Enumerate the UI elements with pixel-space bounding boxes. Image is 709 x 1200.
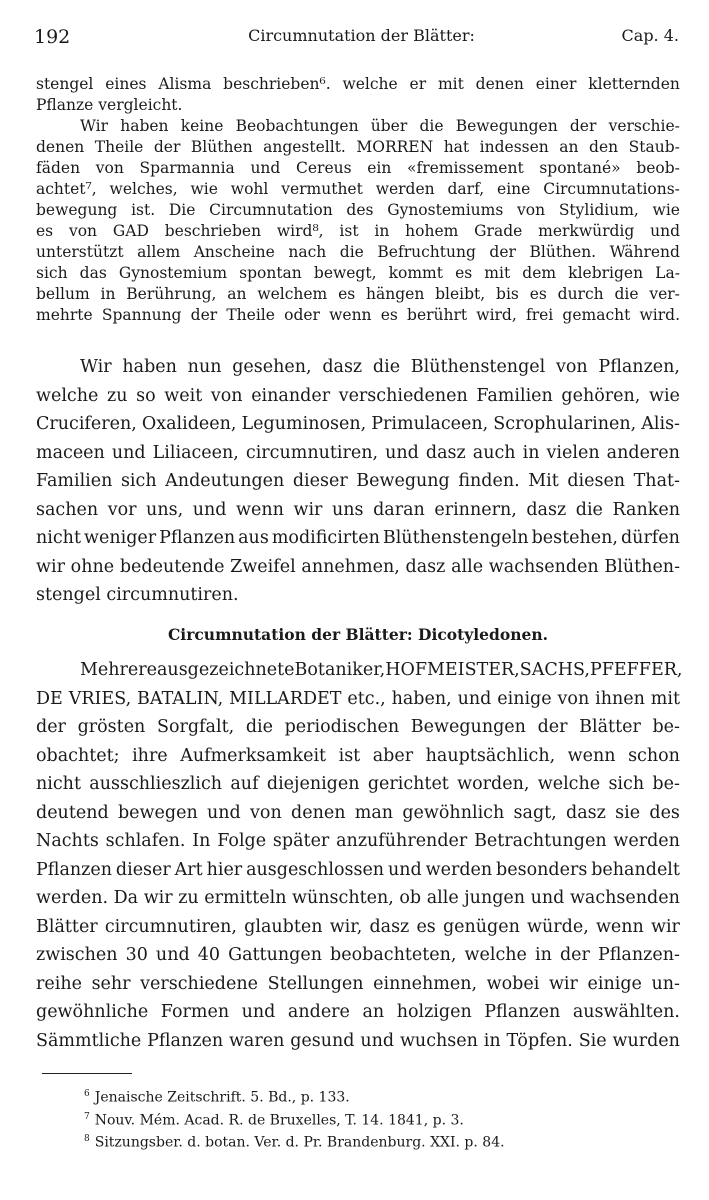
text-line: obachtet; ihre Aufmerksamkeit ist aber hauptsächlich, wenn schon [36,745,680,766]
text-line: sich das Gynostemium spontan bewegt, kommt es mit dem klebrigen La- [36,264,680,282]
footnote-rule [42,1073,132,1074]
text-line: Nachts schlafen. In Folge später anzuführender Betrachtungen werden [36,831,680,851]
text-line: maceen und Liliaceen, circumnutiren, und dasz auch in vielen anderen [36,442,680,463]
footnote-text: Jenaische Zeitschrift. 5. Bd., p. 133. [94,1089,350,1106]
paragraph-summary [36,353,680,610]
text-line: Pflanze vergleicht. [36,96,183,114]
paragraph-leaves [36,656,683,1055]
page-number: 192 [34,26,71,48]
text-line: Sämmtliche Pflanzen waren gesund und wuchsen in Töpfen. Sie wurden [36,1030,680,1051]
text-line: stengel circumnutiren. [36,585,239,605]
text-line: deutend bewegen und von denen man gewöhnlich sagt, dasz sie des [36,802,680,823]
text-line: zwischen 30 und 40 Gattungen beobachteten, welche in der Pflanzen- [36,945,680,965]
text-line: Blätter circumnutiren, glaubten wir, dasz es genügen würde, wenn wir [36,916,680,937]
text-line: Mehrere ausgezeichnete Botaniker, HOFMEISTER, SACHS, PFEFFER, [80,660,683,680]
text-line: welche zu so weit von einander verschiedenen Familien gehören, wie [36,385,680,406]
text-line: bellum in Berührung, an welchem es hängen bleibt, bis es durch die ver- [36,285,680,303]
text-line: DE VRIES, BATALIN, MILLARDET etc., haben, und einige von ihnen mit [36,688,680,709]
text-line: nicht ausschlieszlich auf diejenigen gerichtet worden, welche sich be- [36,774,680,794]
footnote [84,1108,505,1131]
text-line: der grösten Sorgfalt, die periodischen Bewegungen der Blätter be- [36,717,680,737]
text-line: Wir haben nun gesehen, dasz die Blüthenstengel von Pflanzen, [80,357,680,377]
footnote-text: Nouv. Mém. Acad. R. de Bruxelles, T. 14. 1841, p. 3. [94,1112,464,1129]
running-title: Circumnutation der Blätter: [248,26,475,45]
text-line: reihe sehr verschiedene Stellungen einnehmen, wobei wir einige un- [36,973,680,994]
text-line: fäden von Sparmannia und Cereus ein «fremissement spontané» beob- [36,159,680,177]
section-heading: Circumnutation der Blätter: Dicotyledonen. [167,625,549,644]
text-line: sachen vor uns, und wenn wir uns daran erinnern, dasz die Ranken [36,499,680,520]
text-line: werden. Da wir zu ermitteln wünschten, ob alle jungen und wachsenden [36,888,680,908]
text-line: stengel eines Alisma beschrieben⁶. welche er mit denen einer kletternden [36,75,680,93]
text-line: wir ohne bedeutende Zweifel annehmen, dasz alle wachsenden Blüthen- [36,556,680,577]
text-line: es von GAD beschrieben wird⁸, ist in hohem Grade merkwürdig und [36,222,680,240]
footnote-mark: 6 [84,1089,90,1099]
footnote-text: Sitzungsber. d. botan. Ver. d. Pr. Brandenburg. XXI. p. 84. [94,1134,505,1151]
footnote-mark: 8 [84,1134,90,1145]
footnote [84,1085,505,1108]
text-line: gewöhnliche Formen und andere an holzigen Pflanzen auswählten. [36,1002,680,1022]
footnote [84,1130,505,1153]
footnotes [84,1085,505,1153]
text-line: Cruciferen, Oxalideen, Leguminosen, Primulaceen, Scrophularinen, Alis- [36,414,680,434]
text-line: Wir haben keine Beobachtungen über die Bewegungen der verschie- [80,117,680,135]
text-line: nicht weniger Pflanzen aus modificirten Blüthenstengeln bestehen, dürfen [36,528,680,548]
text-line: achtet⁷, welches, wie wohl vermuthet werden darf, eine Circumnutations- [36,180,680,198]
footnote-mark: 7 [84,1111,90,1122]
text-line: mehrte Spannung der Theile oder wenn es berührt wird, frei gemacht wird. [36,306,680,324]
chapter-label: Cap. 4. [621,26,679,45]
text-line: Familien sich Andeutungen dieser Bewegung finden. Mit diesen That- [36,471,680,491]
text-line: bewegung ist. Die Circumnutation des Gynostemiums von Stylidium, wie [36,201,680,219]
paragraph-flowers [36,74,680,326]
text-line: unterstützt allem Anscheine nach die Befruchtung der Blüthen. Während [36,243,680,261]
text-line: denen Theile der Blüthen angestellt. MORREN hat indessen an den Staub- [36,138,680,156]
running-header [34,26,679,50]
text-line: Pflanzen dieser Art hier ausgeschlossen und werden besonders behandelt [36,859,680,880]
